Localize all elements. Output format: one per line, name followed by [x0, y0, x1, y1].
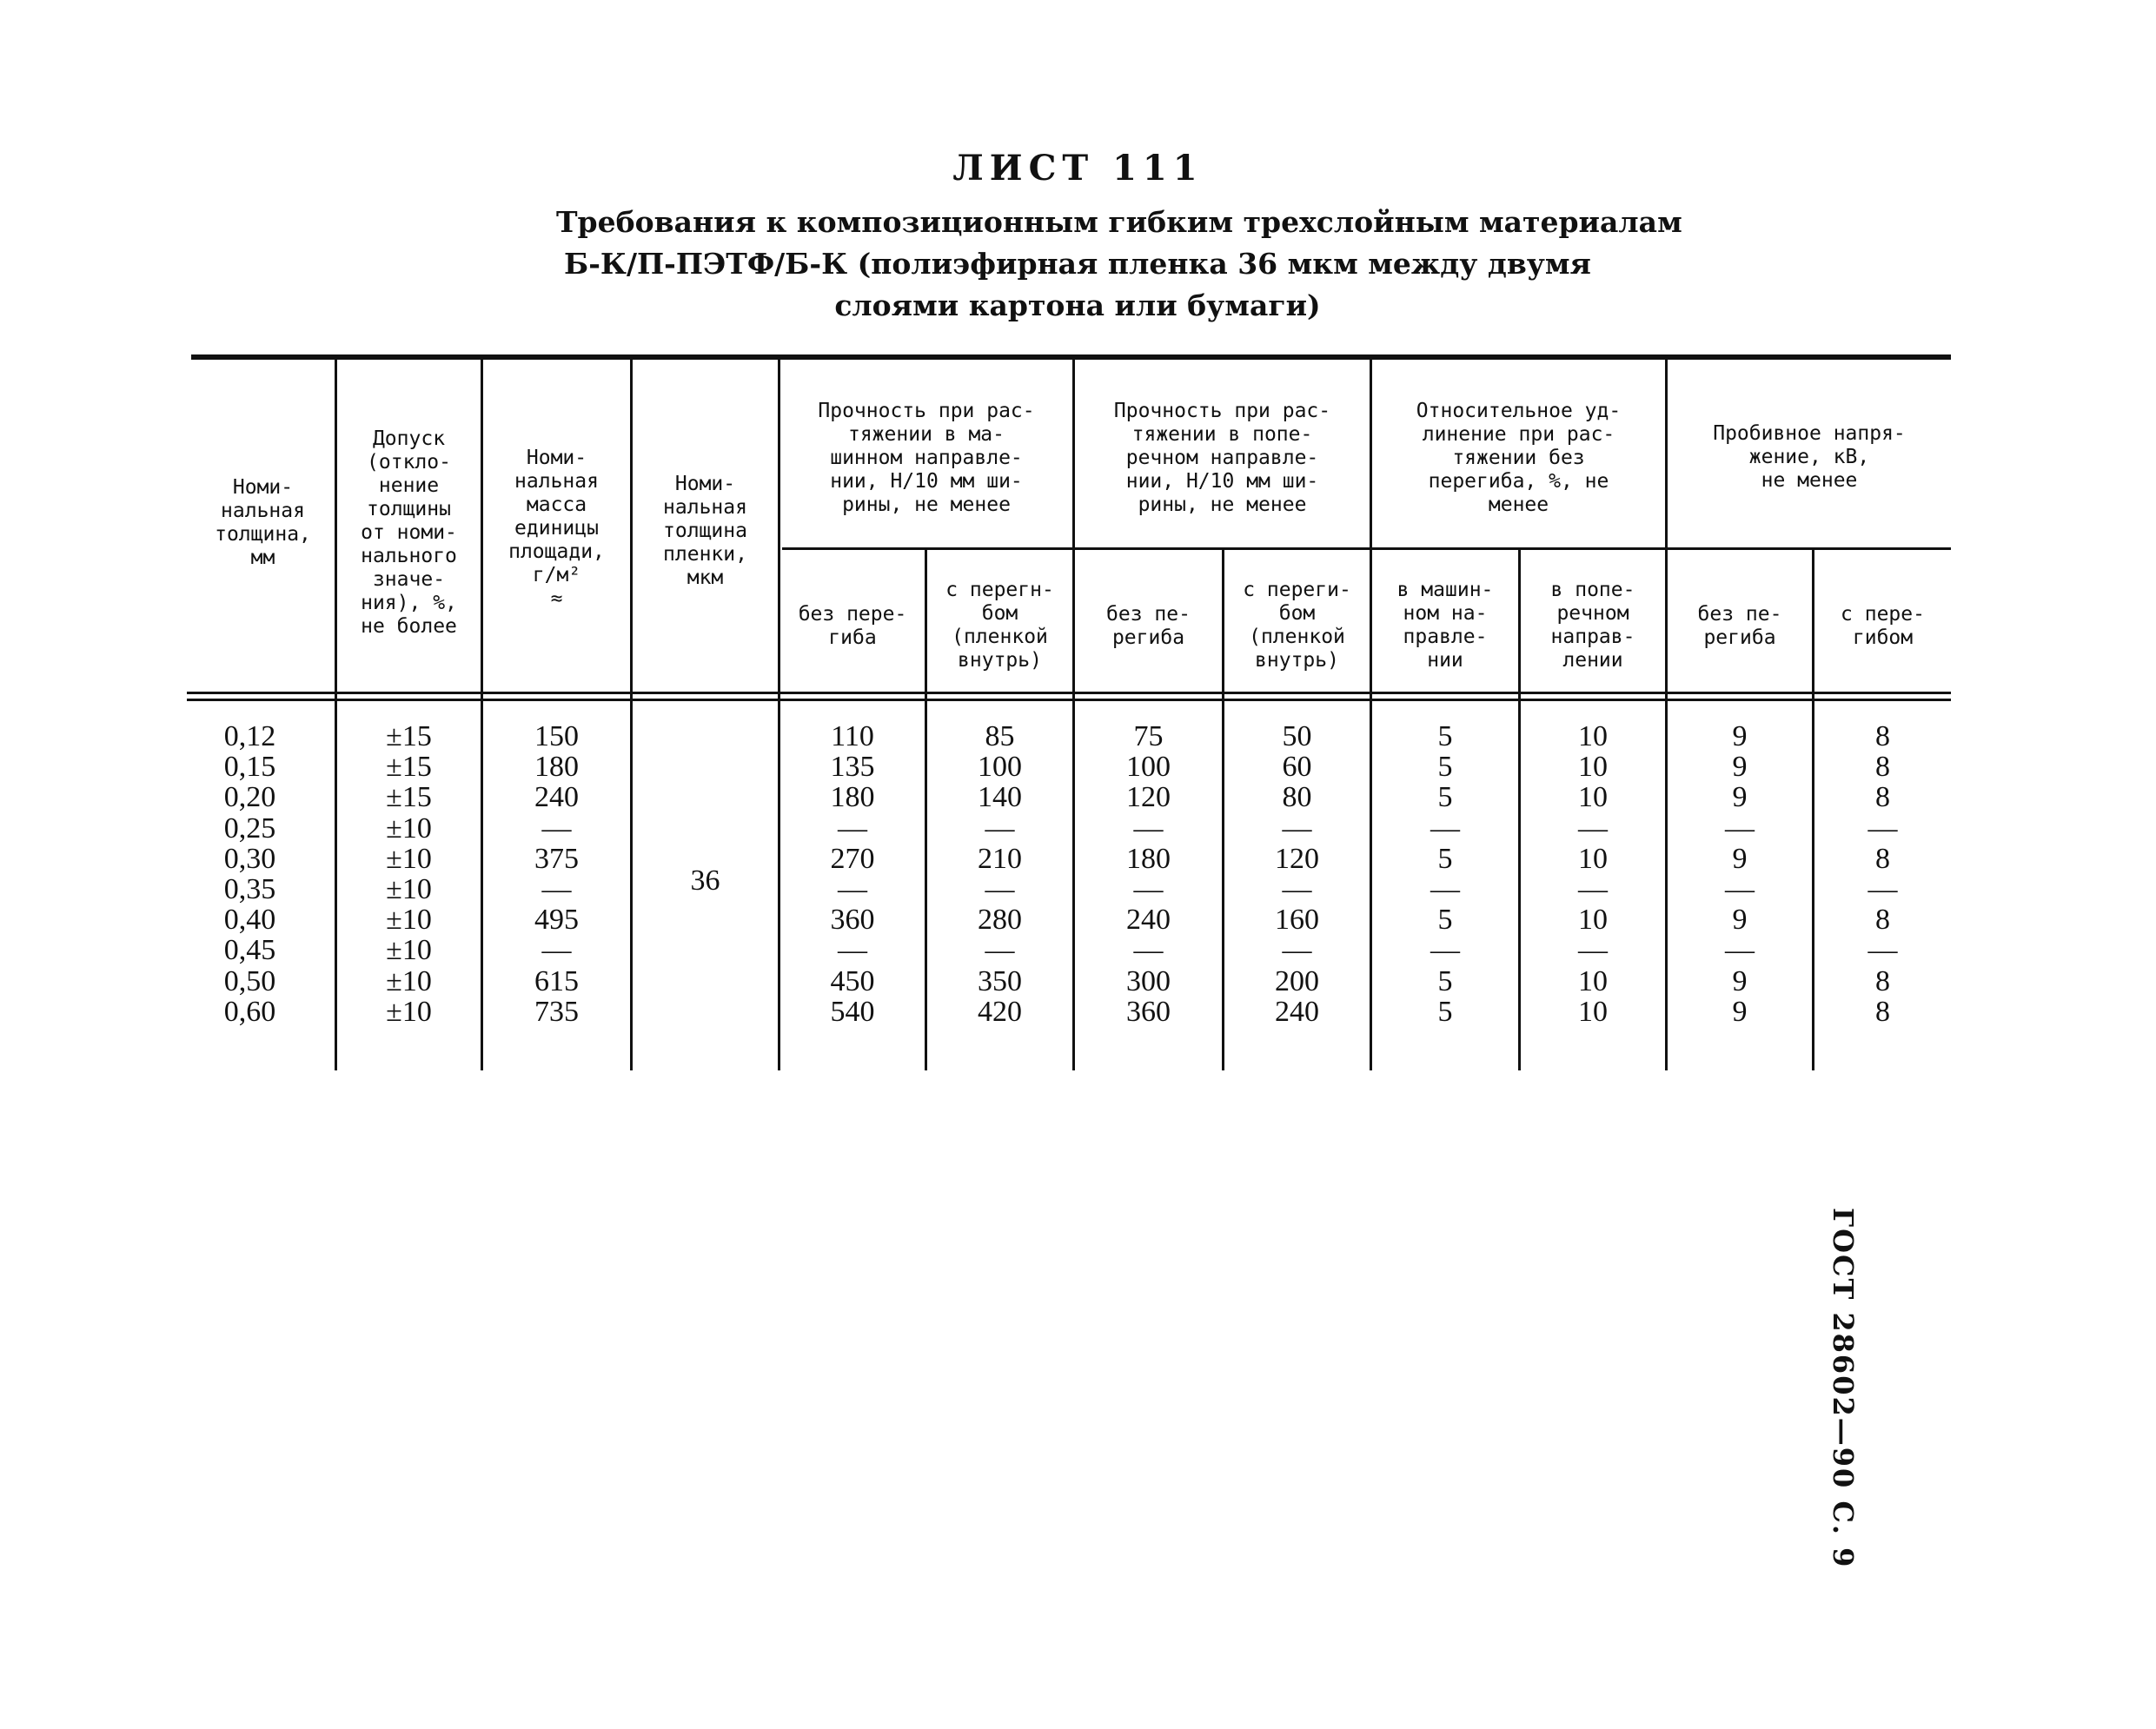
table-cell: —	[1133, 934, 1164, 967]
table-cell: —	[1725, 934, 1755, 967]
column-elong-cd	[1521, 721, 1665, 1027]
table-cell: 0,60	[223, 995, 276, 1028]
table-cell: 180	[1126, 842, 1171, 875]
table-cell: 10	[1578, 781, 1608, 814]
table-cell: 360	[830, 904, 875, 937]
subheader-cd-no-fold: без пе- региба	[1106, 603, 1191, 649]
table-cell: 0,20	[223, 781, 276, 814]
column-bd-fold	[1814, 721, 1951, 1027]
sheet-subtitle	[556, 202, 1682, 327]
table-cell: 350	[978, 964, 1022, 997]
table-cell: 270	[830, 842, 875, 875]
table-cell: 0,12	[223, 720, 276, 752]
table-cell: 5	[1437, 751, 1453, 784]
table-cell: —	[1867, 872, 1898, 905]
header-tolerance: Допуск (откло- нение толщины от номи- нального значе- ния), %, не более	[361, 427, 457, 638]
table-cell: ±10	[386, 872, 432, 905]
table-cell: —	[1282, 872, 1312, 905]
table-cell: —	[1867, 812, 1898, 845]
header-tensile-md: Прочность при рас- тяжении в ма- шинном направле- нии, Н/10 мм ши- рины, не менее	[818, 400, 1035, 516]
table-cell: 9	[1732, 964, 1748, 997]
table-cell: 80	[1282, 781, 1312, 814]
subtitle-line: слоями картона или бумаги)	[834, 288, 1321, 322]
table-cell: 5	[1437, 842, 1453, 875]
table-cell: 615	[534, 964, 579, 997]
subheader-md-no-fold: без пере- гиба	[798, 603, 907, 649]
table-cell: —	[1282, 812, 1312, 845]
table-cell: ±10	[386, 934, 432, 967]
table-cell: —	[541, 872, 572, 905]
table-cell: 5	[1437, 720, 1453, 752]
subheader-elong-md: в машин- ном на- правле- нии	[1396, 579, 1494, 672]
table-cell: 10	[1578, 995, 1608, 1028]
column-mass	[483, 721, 630, 1027]
header-elongation: Относительное уд- линение при рас- тяжении без перегиба, %, не менее	[1416, 400, 1622, 516]
column-bd-no-fold	[1668, 721, 1812, 1027]
table-cell: ±15	[386, 751, 432, 784]
table-cell: 8	[1875, 995, 1890, 1028]
subheader-bd-no-fold: без пе- региба	[1697, 603, 1782, 649]
table-cell: —	[541, 934, 572, 967]
table-cell: 375	[534, 842, 579, 875]
table-cell: 10	[1578, 720, 1608, 752]
table-cell: 300	[1126, 964, 1171, 997]
table-cell: 8	[1875, 751, 1890, 784]
table-cell: 9	[1732, 781, 1748, 814]
table-cell: 0,50	[223, 964, 276, 997]
table-cell: —	[1133, 872, 1164, 905]
table-cell: —	[838, 812, 867, 845]
table-cell: 50	[1282, 720, 1312, 752]
table-cell: 210	[978, 842, 1022, 875]
table-cell: 0,25	[223, 812, 276, 845]
table-cell: —	[1725, 812, 1755, 845]
table-cell: 0,15	[223, 751, 276, 784]
subheader-elong-cd: в попе- речном направ- лении	[1550, 579, 1635, 672]
table-cell: —	[1725, 872, 1755, 905]
table-cell: —	[985, 934, 1015, 967]
table-cell: 200	[1275, 964, 1319, 997]
table-cell: —	[1430, 872, 1460, 905]
table-cell: 60	[1282, 751, 1312, 784]
table-cell: 5	[1437, 904, 1453, 937]
table-cell: ±10	[386, 842, 432, 875]
table-cell: 0,45	[223, 934, 276, 967]
header-bottom-rule	[187, 692, 1951, 694]
table-cell: 495	[534, 904, 579, 937]
table-cell: 10	[1578, 964, 1608, 997]
table-cell: 5	[1437, 995, 1453, 1028]
table-cell: 160	[1275, 904, 1319, 937]
table-cell: —	[1578, 934, 1608, 967]
table-cell: 240	[534, 781, 579, 814]
table-cell: 10	[1578, 751, 1608, 784]
header-tensile-cd: Прочность при рас- тяжении в попе- речном направле- нии, Н/10 мм ши- рины, не менее	[1113, 400, 1331, 516]
table-cell: 9	[1732, 751, 1748, 784]
header-bottom-rule-2	[187, 699, 1951, 701]
table-cell: 135	[830, 751, 875, 784]
table-cell: —	[1282, 934, 1312, 967]
table-cell: 9	[1732, 995, 1748, 1028]
table-cell: ±15	[386, 720, 432, 752]
table-cell: 9	[1732, 904, 1748, 937]
table-cell: —	[1867, 934, 1898, 967]
table-cell: 120	[1126, 781, 1171, 814]
table-cell: ±15	[386, 781, 432, 814]
table-cell: —	[1578, 872, 1608, 905]
table-cell: 0,35	[223, 872, 276, 905]
table-cell: 180	[830, 781, 875, 814]
table-cell: 100	[1126, 751, 1171, 784]
subheader-rule	[782, 547, 1951, 550]
table-cell: 0,40	[223, 904, 276, 937]
header-thickness: Номи- нальная толщина, мм	[215, 476, 311, 569]
table-cell: 85	[985, 720, 1015, 752]
table-cell: 180	[534, 751, 579, 784]
column-tolerance	[337, 721, 481, 1027]
film-thickness-value: 36	[690, 864, 720, 897]
subheader-cd-fold: с переги- бом (пленкой внутрь)	[1243, 579, 1351, 672]
table-cell: 9	[1732, 720, 1748, 752]
header-breakdown: Пробивное напря- жение, кВ, не менее	[1713, 422, 1906, 492]
table-cell: 10	[1578, 842, 1608, 875]
table-cell: ±10	[386, 995, 432, 1028]
table-cell: —	[541, 812, 572, 845]
table-cell: 420	[978, 995, 1022, 1028]
table-cell: 8	[1875, 781, 1890, 814]
table-cell: 5	[1437, 781, 1453, 814]
table-cell: 0,30	[223, 842, 276, 875]
table-cell: 140	[978, 781, 1022, 814]
table-cell: 8	[1875, 904, 1890, 937]
table-cell: 240	[1126, 904, 1171, 937]
table-cell: 75	[1133, 720, 1164, 752]
subheader-md-fold: с перегн- бом (пленкой внутрь)	[945, 579, 1054, 672]
column-elong-md	[1372, 721, 1518, 1027]
table-cell: 150	[534, 720, 579, 752]
table-cell: 240	[1275, 995, 1319, 1028]
gost-page-label: ГОСТ 28602—90 С. 9	[1827, 1208, 1860, 1569]
subheader-bd-fold: с пере- гибом	[1841, 603, 1925, 649]
table-cell: —	[1578, 812, 1608, 845]
subtitle-line: Требования к композиционным гибким трехслойным материалам	[556, 205, 1682, 239]
table-cell: —	[1133, 812, 1164, 845]
subtitle-line: Б-К/П-ПЭТФ/Б-К (полиэфирная пленка 36 мкм между двумя	[564, 247, 1591, 281]
table-top-rule	[191, 354, 1951, 360]
table-cell: —	[1430, 934, 1460, 967]
table-cell: 8	[1875, 964, 1890, 997]
table-cell: 9	[1732, 842, 1748, 875]
column-md-no-fold	[780, 721, 925, 1027]
table-cell: —	[838, 872, 867, 905]
table-cell: 5	[1437, 964, 1453, 997]
table-cell: —	[985, 812, 1015, 845]
column-divider	[630, 358, 633, 1070]
table-cell: ±10	[386, 812, 432, 845]
table-cell: ±10	[386, 904, 432, 937]
table-cell: 540	[830, 995, 875, 1028]
header-film-thickness: Номи- нальная толщина пленки, мкм	[663, 473, 747, 589]
table-cell: 110	[831, 720, 874, 752]
table-cell: —	[1430, 812, 1460, 845]
table-cell: ±10	[386, 964, 432, 997]
table-cell: 735	[534, 995, 579, 1028]
table-cell: —	[838, 934, 867, 967]
table-cell: 120	[1275, 842, 1319, 875]
table-cell: 10	[1578, 904, 1608, 937]
column-cd-fold	[1224, 721, 1370, 1027]
table-cell: 100	[978, 751, 1022, 784]
column-md-fold	[927, 721, 1072, 1027]
table-cell: 360	[1126, 995, 1171, 1028]
column-cd-no-fold	[1075, 721, 1222, 1027]
header-mass: Номи- нальная масса единицы площади, г/м² ≈	[508, 447, 605, 610]
table-cell: —	[985, 872, 1015, 905]
table-cell: 8	[1875, 842, 1890, 875]
table-cell: 450	[830, 964, 875, 997]
sheet-title: ЛИСТ 111	[952, 148, 1204, 189]
column-thickness	[191, 721, 308, 1027]
table-cell: 280	[978, 904, 1022, 937]
table-cell: 8	[1875, 720, 1890, 752]
